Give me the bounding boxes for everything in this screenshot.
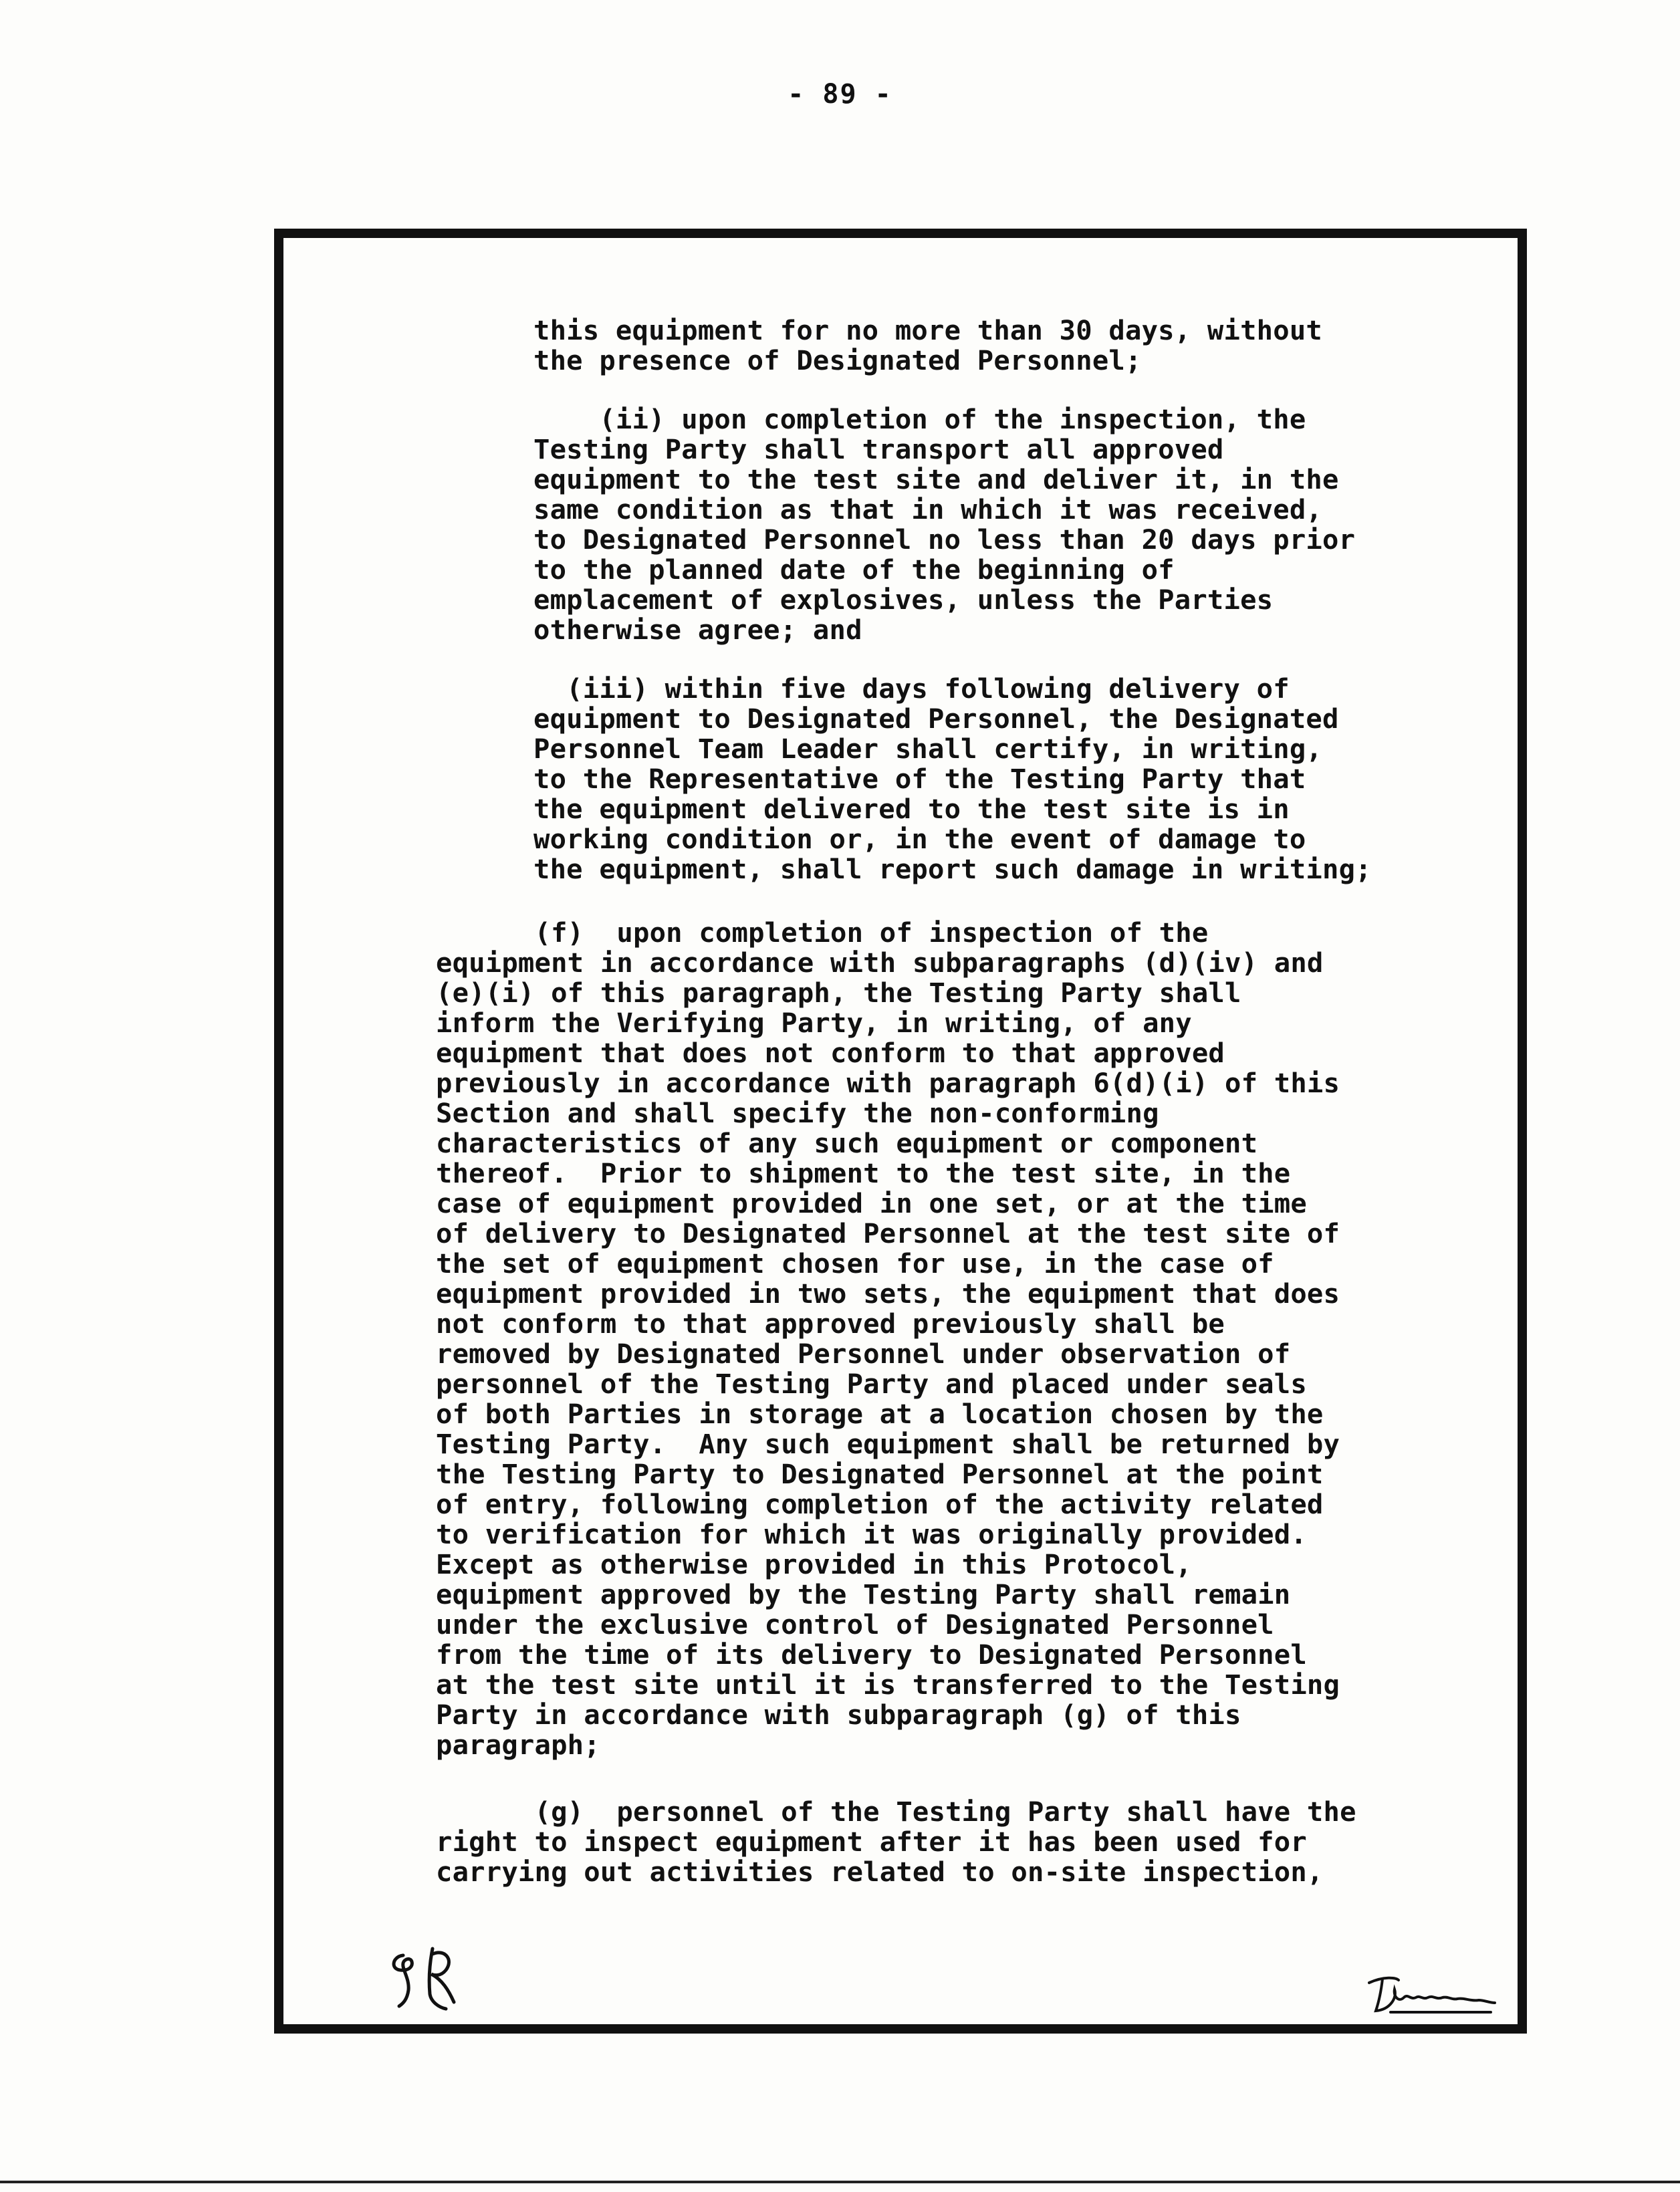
handwritten-signature — [1364, 1971, 1497, 2018]
subparagraph-f: (f) upon completion of inspection of the equipment in accordance with subparagraphs (d)(iv) and (e)(i) of this paragraph, the Testing Party shall inform the Verifying Party, in writing, of any equipment that does not conform to that approved previously in accordance with paragraph 6(d)(i) of this Section and shall specify the non-conforming characteristics of any such equipment or component thereof. Prior to shipment to the test site, in the case of equipment provided in one set, or at the time of delivery to Designated Personnel at the test site of the set of equipment chosen for use, in the case of equipment provided in two sets, the equipment that does not conform to that approved previously shall be removed by Designated Personnel under observation of personnel of the Testing Party and placed under seals of both Parties in storage at a location chosen by the Testing Party. Any such equipment shall be returned by the Testing Party to Designated Personnel at the point of entry, following completion of the activity related to verification for which it was originally provided. Except as otherwise provided in this Protocol, equipment approved by the Testing Party shall remain under the exclusive control of Designated Personnel from the time of its delivery to Designated Personnel at the test site until it is transferred to the Testing Party in accordance with subparagraph (g) of this paragraph; — [436, 917, 1340, 1761]
page-edge-line — [0, 2181, 1680, 2183]
subparagraph-iii: (iii) within five days following delivery of equipment to Designated Personnel, the Designated Personnel Team Leader shall certify, in writing, to the Representative of the Testing Party that the equipment delivered to the test site is in working condition or, in the event of damage to the equipment, shall report such damage in writing; — [533, 673, 1372, 885]
subparagraph-ii: (ii) upon completion of the inspection, the Testing Party shall transport all approved equipment to the test site and deliver it, in the same condition as that in which it was received, to Designated Personnel no less than 20 days prior to the planned date of the beginning of emplacement of explosives, unless the Parties otherwise agree; and — [533, 403, 1356, 646]
paragraph-continuation: this equipment for no more than 30 days, without the presence of Designated Personnel; — [533, 314, 1322, 376]
initials-signature — [384, 1942, 471, 2016]
page-number: - 89 - — [788, 79, 892, 110]
subparagraph-g: (g) personnel of the Testing Party shall have the right to inspect equipment after it has been used for carrying out activities related to on-site inspection, — [436, 1796, 1356, 1888]
